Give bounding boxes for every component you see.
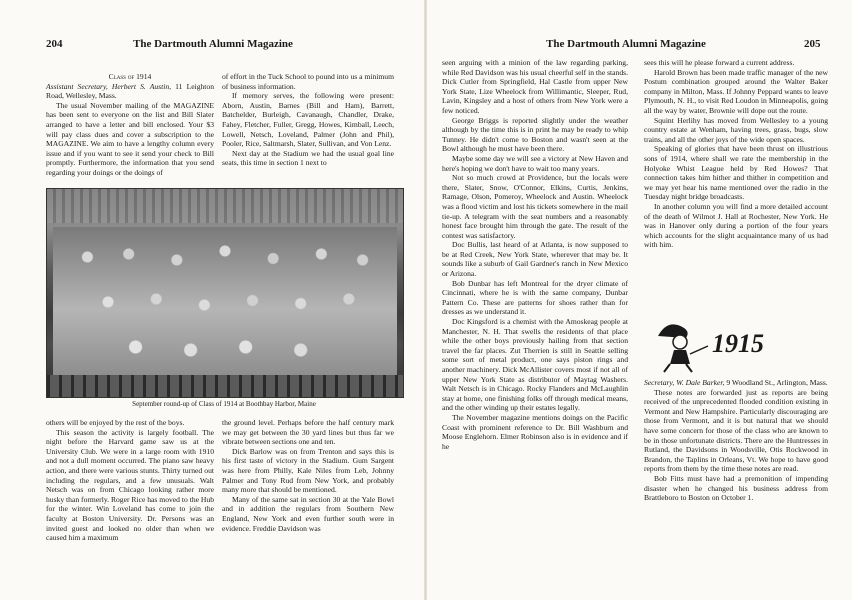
paragraph: Bob Fitts must have had a premonition of impending disaster when he changed his business address from Brattleboro to Boston on October 1.: [644, 473, 828, 503]
paragraph: of effort in the Tuck School to pound into us a minimum of business information.: [222, 72, 394, 91]
paragraph: Harold Brown has been made traffic manager of the new Postum combination grouped around the Walter Baker company in Milton, Mass. If Johnny Peppard wants to leave Plymouth, N. H., to visit Red Loudon in Minneapolis, going all the way by water, Brownie will dope out the route.: [644, 67, 828, 115]
secretary-address-1914: 11 Leighton Road, Wellesley, Mass.: [46, 81, 214, 101]
page-number-right: 205: [804, 38, 821, 50]
paragraph: others will be enjoyed by the rest of the boys.: [46, 418, 185, 427]
class-photo: [46, 188, 404, 398]
paragraph: Speaking of glories that have been thrust on illustrious sons of 1914, where shall we rate the membership in the Holyoke Whist League held by Red Howes? That connection takes him hither and thither in competition and we may yet hear his name mentioned over the radio in the Tuesday night bridge broadcasts.: [644, 144, 828, 202]
paragraph: Many of the same sat in section 30 at the Yale Bowl and in addition the regulars from Southern New England, New York and even further south were in evidence. Freddie Davidson was: [222, 494, 394, 533]
paragraph: Dick Barlow was on from Trenton and says this is his first taste of victory in the Stadium. Gum Sargent was here from Philly, Kale Niles from Leb, Johnny Palmer and Tony Rud from New York, and probably many more that should be mentioned.: [222, 446, 394, 495]
class-1915-logo: [650, 316, 800, 374]
secretary-line-1914: [46, 82, 214, 101]
right-column-2-top: [644, 58, 828, 250]
paragraph: seen arguing with a minion of the law regarding parking, while Red Davidson was his usual cheerful self in the stands. Dick Cutler from Springfield, Hal Castle from upper New York State, Lize Wheelock from Willimantic, Sleeper, Rud, Lavin, Kingsley and a host of others from New York were a few noticed.: [442, 58, 628, 115]
photo-caption: September round-up of Class of 1914 at Boothbay Harbor, Maine: [132, 400, 316, 408]
paragraph: the ground level. Perhaps before the half century mark we may get between the 30 yard lines but thus far we vibrate between sections one and ten.: [222, 418, 394, 447]
left-column-2-top: [222, 72, 394, 168]
secretary-address-1915: 9 Woodland St., Arlington, Mass.: [726, 378, 828, 387]
photo-roof: [47, 189, 403, 223]
right-column-1: [442, 58, 628, 451]
left-column-2-bottom: [222, 418, 394, 533]
right-column-2-bottom: [644, 378, 828, 503]
secretary-name-1914: Assistant Secretary, Herbert S. Austin,: [46, 81, 172, 91]
photo-railing: [47, 375, 403, 397]
running-header-right: The Dartmouth Alumni Magazine: [546, 38, 706, 50]
paragraph: sees this will he please forward a current address.: [644, 58, 795, 67]
logo-year: 1915: [712, 329, 764, 358]
secretary-line-1915: [644, 378, 828, 388]
paragraph: This season the activity is largely football. The night before the Harvard game saw us at the University Club. We were in a large room with 1910 and not a dull moment occurred. The piano saw heavy action, and there were various stunts. Thirty turned out including the regulars, and a few unusuals. Walt Netsch was on from Chicago looking rather more husky than formerly. Roger Rice has moved to the Hub for the winter. Win Loveland has come to join the faculty at Boston University. Dr. Persons was an invited guest and looked no older than when we caused him a maximum: [46, 427, 214, 543]
secretary-name-1915: Secretary, W. Dale Barker,: [644, 378, 725, 387]
paragraph: Maybe some day we will see a victory at New Haven and here's hoping we don't have to wait too many years.: [442, 153, 628, 173]
running-header-left: The Dartmouth Alumni Magazine: [133, 38, 293, 50]
left-column-1-bottom: [46, 418, 214, 543]
paragraph: These notes are forwarded just as reports are being received of the unprecedented flooded condition existing in Vermont and New Hampshire. Particularly discouraging are those from Vermont, and it is but natural that we should have some concern for those of the class who are known to be in those unfortunate districts. There are the Huntresses in Rutland, the Davidsons in Woodsville, Otis Rockwood in Brandon, the Taplins in Orleans, Vt. We hope to have good reports from them by the time these notes are read.: [644, 387, 828, 474]
right-page: [426, 0, 852, 600]
page-number-left: 204: [46, 38, 63, 50]
paragraph: The November magazine mentions doings on the Pacific Coast with prominent reference to Dr. Bill Washburn and Moose Englehorn. Elmer Robinson also is in evidence and if he: [442, 412, 628, 451]
paragraph: Doc Kingsford is a chemist with the Amoskeag people at Manchester, N. H. That swells the residents of that place while the other boys previously hailing from that section travel the far places. Zut Therrien is still in Seattle selling some sort of metal product, one says piston rings and another machinery. Dick McAllister covers most if not all of upper New York State as distributor of Maytag Washers. Walt Netsch is in Chicago. Rocky Flanders and McLaughlin stay at home, one finishing folks off through medical means, and the other winding up their estates legally.: [442, 317, 628, 413]
photo-group-of-men: [53, 227, 397, 377]
left-column-1-top: [46, 72, 214, 178]
paragraph: Not so much crowd at Providence, but the locals were there, Slater, Snow, O'Connor, Elkins, Curtis, Jenkins, Ramage, Olson, Pomeroy, Wheelock and Austin. Wheelock was a flood victim and lost his tickets somewhere in the mail tie-up. A telegram with the seat numbers and a reasonably honest face brought him through the gate. The result of the contest was satisfactory.: [442, 173, 628, 240]
paragraph: Next day at the Stadium we had the usual goal line seats, this time in section 1 next to: [222, 148, 394, 168]
paragraph: Bob Dunbar has left Montreal for the dryer climate of Cincinnati, where he is with the same company, Dunbar Pattern Co. These are patterns for shoes rather than for dresses as we understand it.: [442, 278, 628, 317]
class-heading-1914: Class of 1914: [108, 72, 152, 81]
paragraph: Doc Bullis, last heard of at Atlanta, is now supposed to be at Red Creek, New York State, wherever that may be. It sounds like a suburb of Gail Gardner's ranch in New Mexico or Arizona.: [442, 240, 628, 279]
paragraph: George Briggs is reported slightly under the weather although by the time this is in print he may be ready to whip Tunney. He didn't come to Boston and wasn't seen at the Bowl although he must have been there.: [442, 115, 628, 154]
paragraph: In another column you will find a more detailed account of the death of Wilmot J. Hall at Rochester, New York. He was in Hanover only during a portion of the four years which accounts for the slight acquaintance many of us had with him.: [644, 201, 828, 250]
paragraph: If memory serves, the following were present: Aborn, Austin, Barnes (Bill and Ham), Barrett, Batchelder, Burleigh, Cavanaugh, Chandler, Drake, Fahey, Fletcher, Fuller, Gregg, Howes, Kimball, Leech, Lowell, Netsch, Loveland, Palmer (John and Phil), Pooler, Rice, Saltmarsh, Slater, Sullivan, and Von Lenz.: [222, 91, 394, 149]
paragraph: The usual November mailing of the MAGAZINE has been sent to everyone on the list and Bill Slater arranged to have a letter and bill enclosed. Your $3 will pay class dues and cover a subscription to the MAGAZINE. We aim to have a lengthy column every issue and if you want to see it send your check to Bill promptly. Furthermore, the information that you send regarding your doings or the doings of: [46, 100, 214, 177]
paragraph: Squint Herlihy has moved from Wellesley to a young country estate at Wenham, having trees, grass, bugs, slow trains, and all the other joys of the wide open spaces.: [644, 115, 828, 144]
indian-figure-icon: [658, 324, 708, 372]
